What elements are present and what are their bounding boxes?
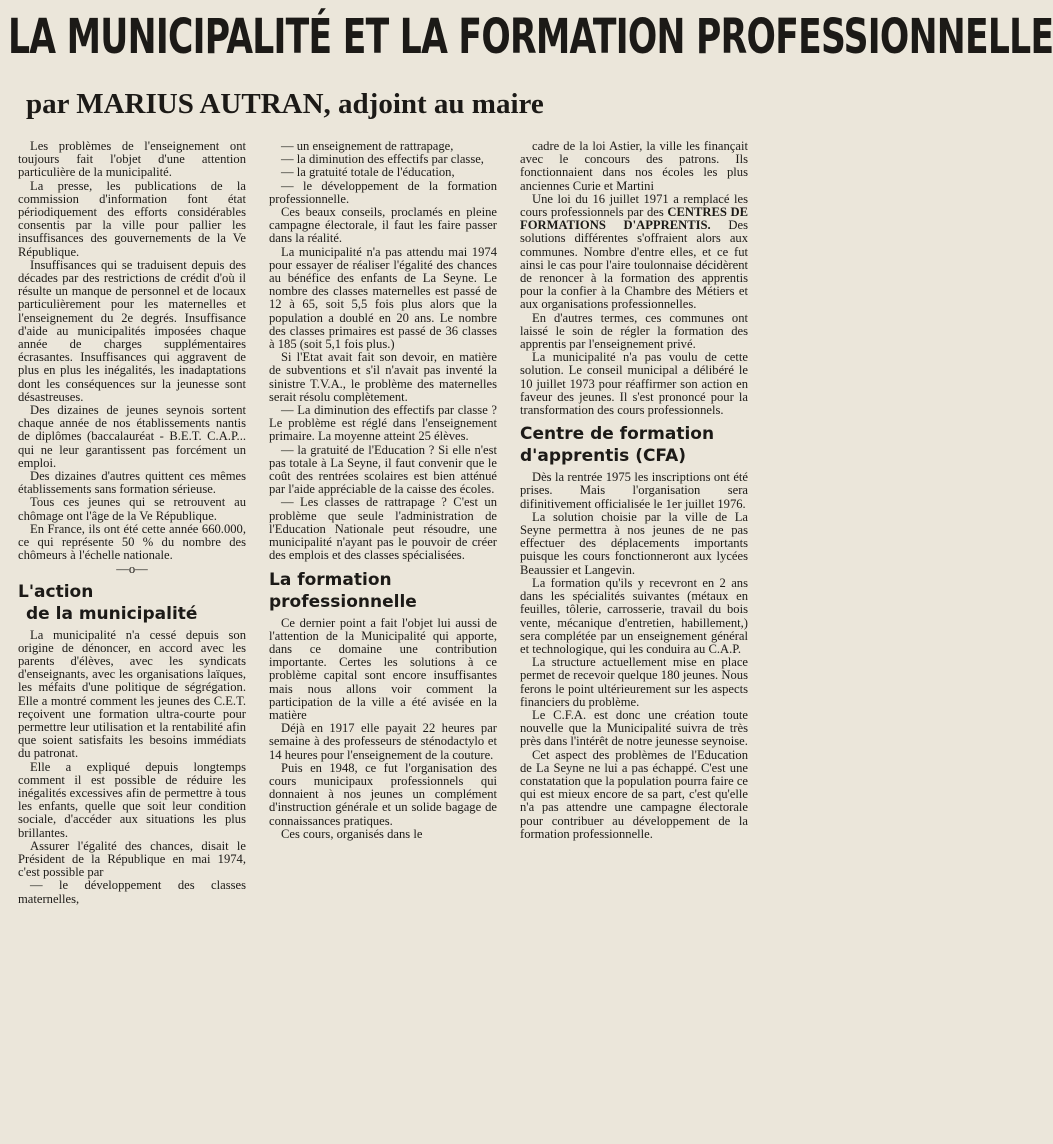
section-separator: —o— [116,561,148,576]
paragraph: Insuffisances qui se traduisent depuis des décades par des restrictions de crédit d'où il résulte un manque de personnel et de locaux particulièrement pour les maternelles et l'enseignement du 2e degrés. Insuffisance d'aide au municipalités imposées chaque année de charges supplémentaires écrasantes. Insuffisances qui aggravent de plus en plus les inégalités, les inadaptations dont les conséquences sur la jeunesse sont désastreuses. [18,257,246,404]
article-byline: par MARIUS AUTRAN, adjoint au maire [26,88,544,120]
paragraph: La formation qu'ils y recevront en 2 ans dans les spécialités suivantes (métaux en feuilles, tôlerie, carrosserie, travail du bois vente, mécanique d'entretien, habillement,) sera complétée par un enseignement général et technologique, qui les conduira au C.A.P. [520,575,748,656]
section-heading-line: d'apprentis (CFA) [520,446,687,467]
paragraph: Ce dernier point a fait l'objet lui aussi de l'attention de la Municipalité qui apporte, dans ce domaine une contribution importante. Certes les solutions à ce problème capital sont encore insuffisantes mais nous allons voir comment la participation de la ville a été avisée en la matière [269,615,497,722]
paragraph: — La diminution des effectifs par classe ? Le problème est réglé dans l'enseignement primaire. La moyenne atteint 25 élèves. [269,403,497,444]
paragraph: Tous ces jeunes qui se retrouvent au chômage ont l'âge de la Ve République. [18,495,246,523]
paragraph: Si l'Etat avait fait son devoir, en matière de subventions et s'il n'avait pas inventé la sinistre T.V.A., le problème des maternelles serait résolu complètement. [269,350,497,404]
paragraph: Le C.F.A. est donc une création toute nouvelle que la Municipalité suivra de très près dans l'intérêt de notre jeunesse seynoise. [520,707,748,749]
section-heading [18,581,246,625]
paragraph: Assurer l'égalité des chances, disait le Président de la République en mai 1974, c'est possible par [18,838,246,880]
paragraph-text: Une loi du 16 juillet 1971 a remplacé les cours professionnels par des [520,191,748,220]
paragraph: — la gratuité totale de l'éducation, [281,165,455,180]
paragraph: Des dizaines de jeunes seynois sortent chaque année de nos établissements nantis de diplômes (baccalauréat - B.E.T. C.A.P... qui ne leur garantissent pas forcément un emploi. [18,403,246,470]
paragraph: — la diminution des effectifs par classe, [281,152,484,167]
section-heading-line: Centre de formation [520,424,715,445]
paragraph: Dès la rentrée 1975 les inscriptions ont été prises. Mais l'organisation sera difinitivement officialisée le 1er juillet 1976. [520,470,748,511]
section-heading-line: L'action [18,581,94,602]
paragraph: Elle a expliqué depuis longtemps comment il est possible de réduire les inégalités excessives afin de permettre à tous les enfants, quelle que soit leur condition sociale, d'accéder aux situations les plus brillantes. [18,759,246,840]
paragraph: Ces beaux conseils, proclamés en pleine campagne électorale, il faut les faire passer dans la réalité. [269,205,497,246]
paragraph [520,193,748,312]
paragraph-text: Des solutions différentes s'offraient alors aux communes. Nombre d'entre elles, et ce fut ainsi le cas pour l'aire toulonnaise décidèrent de renoncer à la formation des apprentis pour la confier à la Chambre des Métiers et aux organisations professionnelles. [520,218,748,312]
column-3 [520,140,748,841]
paragraph: La municipalité n'a pas attendu mai 1974 pour essayer de réaliser l'égalité des chances au bénéfice des enfants de La Seyne. Le nombre des classes maternelles est passé de 12 à 65, soit 5,5 fois plus alors que la population a doublé en 20 ans. Le nombre des classes primaires est passé de 36 classes à 185 (soit 5,1 fois plus.) [269,244,497,352]
section-heading-line: La formation [269,569,392,590]
section-heading-line: professionnelle [269,591,417,612]
paragraph: Puis en 1948, ce fut l'organisation des cours municipaux professionnels qui donnaient à nos jeunes un complément d'instruction générale et un solide bagage de connaissances pratiques. [269,760,497,828]
paragraph: — la gratuité de l'Education ? Si elle n'est pas totale à La Seyne, il faut convenir que le coût des rentrées scolaires est bien atténué par l'aide appréciable de la caisse des écoles. [269,442,497,497]
column-2 [269,140,497,841]
paragraph: Des dizaines d'autres quittent ces mêmes établissements sans formation sérieuse. [18,469,246,497]
paragraph: La municipalité n'a pas voulu de cette solution. Le conseil municipal a délibéré le 10 juillet 1973 pour réaffirmer son action en faveur des jeunes. Il s'est prononcé pour la transformation des cours professionnels. [520,350,748,418]
section-heading [269,569,497,613]
paragraph: Cet aspect des problèmes de l'Education de La Seyne ne lui a pas échappé. C'est une constatation que la population pourra faire ce qui est mieux encore de sa part, c'est qu'elle n'a pas attendre une campagne électorale pour contribuer au développement de la formation professionnelle. [520,747,748,841]
paragraph: La presse, les publications de la commission d'information font état périodiquement des efforts considérables consentis par la ville pour pallier les insuffisances des gouvernements de la Ve République. [18,178,246,259]
paragraph: — le développement de la formation professionnelle. [269,178,497,206]
paragraph: — le développement des classes maternelles, [18,878,246,906]
emphasis-text: CENTRES DE FORMATIONS D'APPRENTIS. [520,205,748,233]
paragraph: — un enseignement de rattrapage, [281,139,454,153]
column-1 [18,140,246,906]
paragraph: En France, ils ont été cette année 660.000, ce qui représente 50 % du nombre des chômeurs à l'échelle nationale. [18,521,246,563]
paragraph: La municipalité n'a cessé depuis son origine de dénoncer, en accord avec les parents d'élèves, avec les syndicats d'enseignants, avec les organisations laïques, les méfaits d'une politique de ségrégation. Elle a montré comment les jeunes des C.E.T. reçoivent une formation ultra-courte pour permettre leur utilisation et la rentabilité afin que soient satisfaits les besoins immédiats du patronat. [18,627,246,761]
paragraph: cadre de la loi Astier, la ville les finançait avec le concours des patrons. Ils fonctionnaient dans nos écoles les plus anciennes Curie et Martini [520,139,748,193]
article-headline: LA MUNICIPALITÉ ET LA FORMATION PROFESSIONNELLE [8,9,1053,65]
paragraph: La solution choisie par la ville de La Seyne permettra à nos jeunes de ne pas effectuer des déplacements importants puisque les cours fonctionneront aux lycées Beaussier et Langevin. [520,509,748,577]
paragraph: — Les classes de rattrapage ? C'est un problème que seule l'administration de l'Education Nationale peut résoudre, une municipalité n'ayant pas le pouvoir de créer des emplois et des classes spécialisées. [269,495,497,563]
paragraph: Déjà en 1917 elle payait 22 heures par semaine à des professeurs de sténodactylo et 14 heures pour l'enseignement de la couture. [269,721,497,762]
paragraph: En d'autres termes, ces communes ont laissé le soin de régler la formation des apprentis par l'enseignement privé. [520,310,748,352]
paragraph: Les problèmes de l'enseignement ont toujours fait l'objet d'une attention particulière de la municipalité. [18,139,246,180]
paragraph: Ces cours, organisés dans le [281,826,423,841]
section-heading [520,423,748,467]
section-heading-line: de la municipalité [26,603,198,624]
paragraph: La structure actuellement mise en place permet de recevoir quelque 180 jeunes. Nous ferons le point ultérieurement sur les aspects financiers du problème. [520,655,748,709]
